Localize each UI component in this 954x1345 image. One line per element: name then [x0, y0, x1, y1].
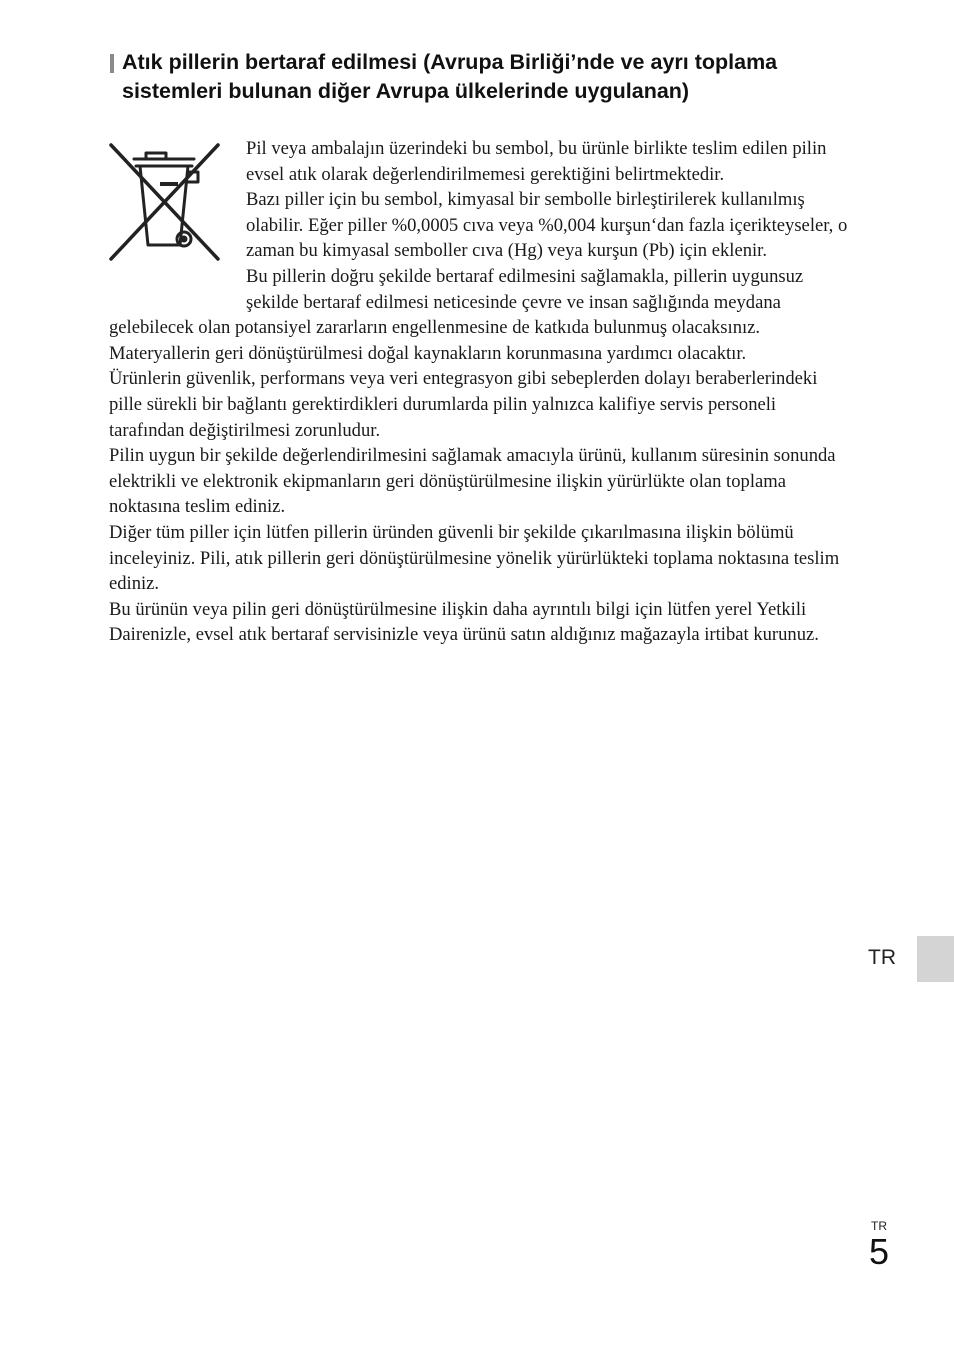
body-text: [109, 136, 855, 648]
language-tab-marker: [917, 936, 954, 982]
language-tab-label: TR: [868, 946, 896, 969]
paragraph-6: Diğer tüm piller için lütfen pillerin üründen güvenli bir şekilde çıkarılmasına ilişkin bölümü inceleyiniz. Pili, atık pillerin geri dönüştürülmesine yönelik yürürlükteki toplama noktasına teslim ediniz.: [109, 521, 840, 595]
page-number: 5: [869, 1231, 890, 1272]
icon-spacer: [109, 136, 246, 290]
paragraph-7: Bu ürünün veya pilin geri dönüştürülmesine ilişkin daha ayrıntılı bilgi için lütfen yerel Yetkili Dairenizle, evsel atık bertaraf servisinizle veya ürünü satın aldığınız mağazayla irtibat kurunuz.: [109, 598, 819, 646]
paragraph-2: Bazı piller için bu sembol, kimyasal bir sembolle birleştirilerek kullanılmış olabilir. Eğer piller %0,0005 cıva veya %0,004 kurşun‘dan fazla içerikteyseler, o zaman bu kimyasal semboller cıva (Hg) veya kurşun (Pb) için eklenir.: [246, 189, 848, 262]
page-language-code: TR: [871, 1219, 887, 1233]
heading-marker: [110, 54, 114, 73]
paragraph-5: Pilin uygun bir şekilde değerlendirilmesini sağlamak amacıyla ürünü, kullanım süresinin sonunda elektrikli ve elektronik ekipmanların geri dönüştürülmesine ilişkin yürürlükte olan toplama noktasına teslim ediniz.: [109, 445, 836, 518]
paragraph-1: Pil veya ambalajın üzerindeki bu sembol, bu ürünle birlikte teslim edilen pilin evsel atık olarak değerlendirilmemesi gerektiğini belirtmektedir.: [246, 138, 827, 185]
paragraph-3: Bu pillerin doğru şekilde bertaraf edilmesini sağlamakla, pillerin uygunsuz şekilde bertaraf edilmesi neticesinde çevre ve insan sağlığında meydana gelebilecek olan potansiyel zararların engellenmesine de katkıda bulunmuş olacaksınız. Materyallerin geri dönüştürülmesi doğal kaynakların korunmasına yardımcı olacaktır.: [109, 265, 804, 364]
section-heading: Atık pillerin bertaraf edilmesi (Avrupa Birliği’nde ve ayrı toplama sistemleri bulunan diğer Avrupa ülkelerinde uygulanan): [122, 50, 778, 103]
paragraph-4: Ürünlerin güvenlik, performans veya veri entegrasyon gibi sebeplerden dolayı beraberlerindeki pille sürekli bir bağlantı gerektirdikleri durumlarda pilin yalnızca kalifiye servis personeli tarafından değiştirilmesi zorunludur.: [109, 368, 818, 441]
